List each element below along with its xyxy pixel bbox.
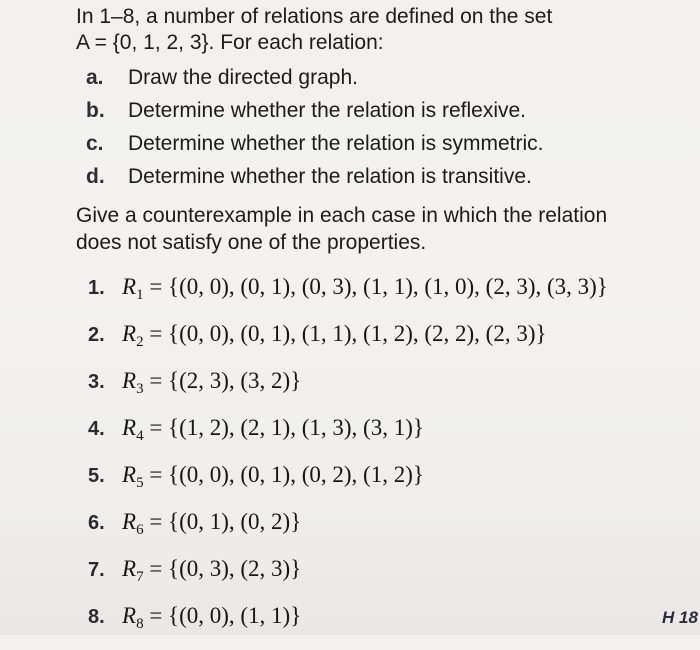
relation-number: 8. <box>88 606 105 628</box>
relation-name: R <box>122 274 137 299</box>
relation-expression <box>122 556 301 586</box>
relation-number: 1. <box>88 277 105 299</box>
relation-subscript: 7 <box>136 569 144 585</box>
relation-set: = {(0, 0), (0, 1), (0, 3), (1, 1), (1, 0), (2, 3), (3, 3)} <box>143 274 608 299</box>
task-letter: b. <box>86 99 105 122</box>
task-letter: c. <box>86 132 104 155</box>
task-item-c <box>86 132 686 165</box>
relation-set: = {(0, 0), (0, 1), (1, 1), (1, 2), (2, 2), (2, 3)} <box>143 321 547 346</box>
relation-expression <box>122 321 547 351</box>
relation-item-3 <box>88 368 688 415</box>
relation-subscript: 6 <box>136 522 144 538</box>
relation-name: R <box>122 556 137 581</box>
task-item-a <box>86 66 686 99</box>
relation-name: R <box>122 368 137 393</box>
relation-expression <box>122 462 424 492</box>
relation-number: 2. <box>88 324 105 346</box>
instruction-line-1: Give a counterexample in each case in which the relation <box>76 204 608 227</box>
task-text: Determine whether the relation is symmetric. <box>128 132 544 155</box>
relation-set: = {(0, 0), (0, 1), (0, 2), (1, 2)} <box>143 462 424 487</box>
relation-item-6 <box>88 509 688 556</box>
relation-subscript: 1 <box>136 287 144 303</box>
task-text: Determine whether the relation is transitive. <box>128 165 532 188</box>
relation-name: R <box>122 415 137 440</box>
intro-line-1: In 1–8, a number of relations are defined on the set <box>76 5 553 28</box>
relation-subscript: 3 <box>136 381 144 397</box>
relation-list <box>88 274 688 650</box>
relation-subscript: 5 <box>136 475 144 491</box>
relation-name: R <box>122 603 137 628</box>
relation-name: R <box>122 462 137 487</box>
task-letter: a. <box>86 66 104 89</box>
relation-expression <box>122 509 301 539</box>
relation-item-7 <box>88 556 688 603</box>
relation-item-4 <box>88 415 688 462</box>
intro-line-2: A = {0, 1, 2, 3}. For each relation: <box>76 31 384 54</box>
relation-subscript: 4 <box>136 428 144 444</box>
relation-expression <box>122 415 424 445</box>
relation-number: 7. <box>88 559 105 581</box>
relation-item-8 <box>88 603 688 650</box>
relation-subscript: 2 <box>136 334 144 350</box>
relation-item-2 <box>88 321 688 368</box>
relation-subscript: 8 <box>136 616 144 632</box>
relation-number: 5. <box>88 465 105 487</box>
relation-number: 4. <box>88 418 105 440</box>
relation-number: 6. <box>88 512 105 534</box>
relation-expression <box>122 274 608 304</box>
relation-name: R <box>122 321 137 346</box>
relation-set: = {(2, 3), (3, 2)} <box>143 368 302 393</box>
relation-expression <box>122 368 301 398</box>
task-text: Determine whether the relation is reflexive. <box>128 99 527 122</box>
task-text: Draw the directed graph. <box>128 66 358 89</box>
relation-set: = {(1, 2), (2, 1), (1, 3), (3, 1)} <box>143 415 424 440</box>
task-list <box>86 66 686 198</box>
relation-number: 3. <box>88 371 105 393</box>
task-letter: d. <box>86 165 105 188</box>
task-item-d <box>86 165 686 198</box>
relation-set: = {(0, 1), (0, 2)} <box>143 509 302 534</box>
counterexample-instruction <box>76 202 686 256</box>
relation-item-5 <box>88 462 688 509</box>
relation-item-1 <box>88 274 688 321</box>
problem-intro <box>76 4 696 56</box>
instruction-line-2: does not satisfy one of the properties. <box>76 231 427 254</box>
task-item-b <box>86 99 686 132</box>
corner-page-marker: H 18 <box>662 608 698 627</box>
relation-set: = {(0, 3), (2, 3)} <box>143 556 302 581</box>
relation-name: R <box>122 509 137 534</box>
relation-expression <box>122 603 301 633</box>
relation-set: = {(0, 0), (1, 1)} <box>143 603 302 628</box>
